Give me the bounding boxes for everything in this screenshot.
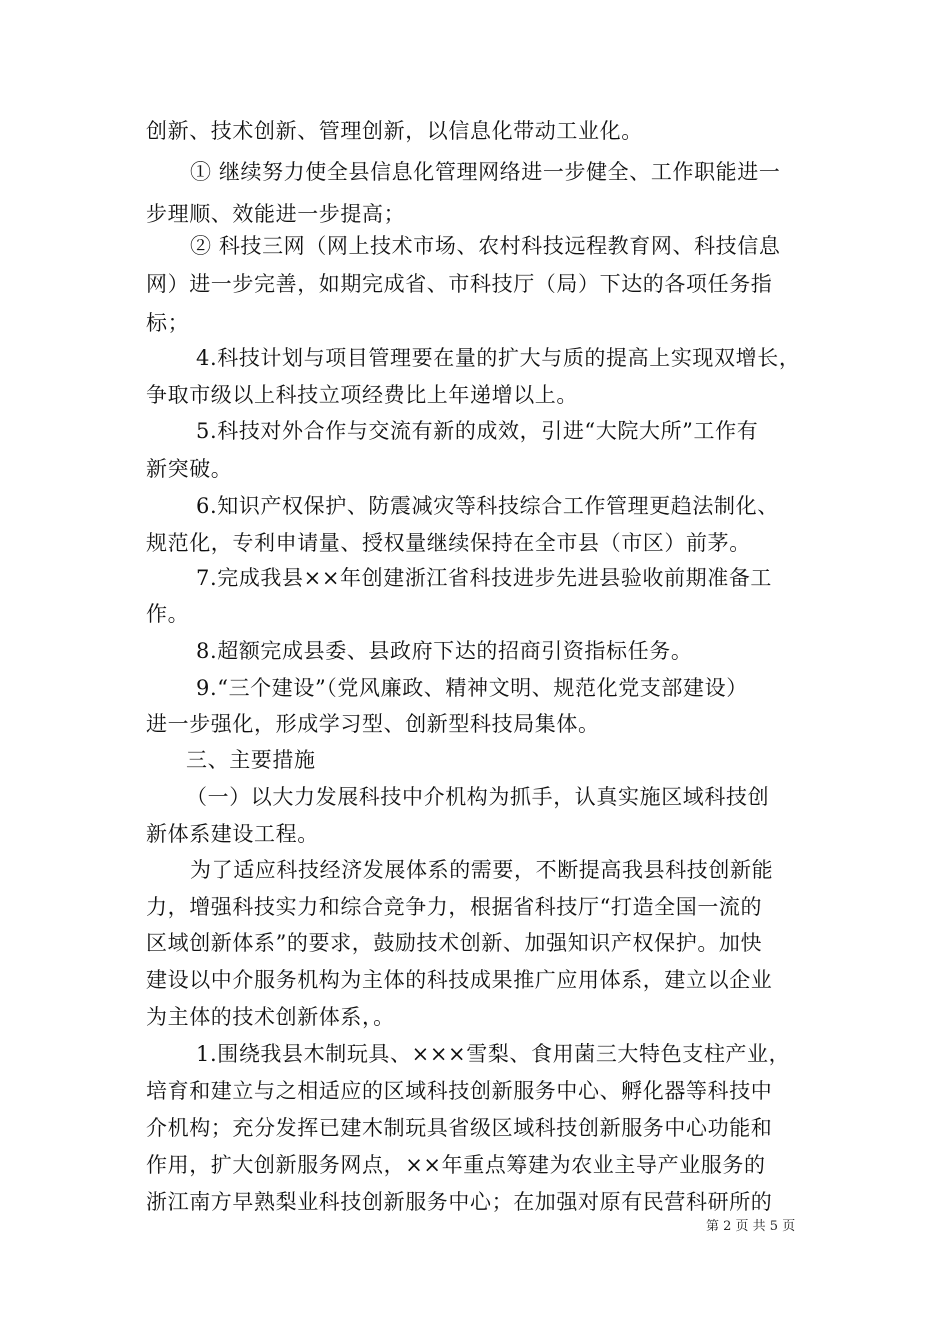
text-line: 介机构；充分发挥已建木制玩具省级区域科技创新服务中心功能和 xyxy=(146,1116,773,1140)
text-line: 作用，扩大创新服务网点，××年重点筹建为农业主导产业服务的 xyxy=(146,1153,766,1177)
text-line: 为了适应科技经济发展体系的需要，不断提高我县科技创新能 xyxy=(190,858,774,882)
text-line: 新体系建设工程。 xyxy=(146,822,319,846)
text-line: 为主体的技术创新体系，。 xyxy=(146,1005,395,1029)
text-line: 创新、技术创新、管理创新，以信息化带动工业化。 xyxy=(146,119,643,143)
section-heading: 三、主要措施 xyxy=(186,748,316,772)
text-line: 8.超额完成县委、县政府下达的招商引资指标任务。 xyxy=(196,639,693,663)
text-line: 争取市级以上科技立项经费比上年递增以上。 xyxy=(146,383,578,407)
text-line: ② 科技三网（网上技术市场、农村科技远程教育网、科技信息 xyxy=(190,234,781,258)
text-line: 进一步强化，形成学习型、创新型科技局集体。 xyxy=(146,712,600,736)
text-line: 力，增强科技实力和综合竞争力，根据省科技厅“打造全国一流的 xyxy=(146,895,763,919)
text-line: 培育和建立与之相适应的区域科技创新服务中心、孵化器等科技中 xyxy=(146,1079,773,1103)
text-line: 标； xyxy=(146,311,190,335)
text-line: 新突破。 xyxy=(146,457,233,481)
text-line: 6.知识产权保护、防震减灾等科技综合工作管理更趋法制化、 xyxy=(196,494,779,518)
text-line: ① 继续努力使全县信息化管理网络进一步健全、工作职能进一 xyxy=(190,160,781,184)
text-line: 步理顺、效能进一步提高； xyxy=(146,202,406,226)
text-line: 浙江南方早熟梨业科技创新服务中心；在加强对原有民营科研所的 xyxy=(146,1190,773,1214)
subsection-heading: （一）以大力发展科技中介机构为抓手，认真实施区域科技创 xyxy=(186,785,770,809)
text-line: 作。 xyxy=(146,602,190,626)
text-line: 1.围绕我县木制玩具、×××雪梨、食用菌三大特色支柱产业， xyxy=(196,1042,791,1066)
text-line: 规范化，专利申请量、授权量继续保持在全市县（市区）前茅。 xyxy=(146,531,751,555)
page-number: 第 2 页 共 5 页 xyxy=(706,1219,796,1234)
text-line: 区域创新体系”的要求，鼓励技术创新、加强知识产权保护。加快 xyxy=(146,931,763,955)
text-line: 4.科技计划与项目管理要在量的扩大与质的提高上实现双增长， xyxy=(196,346,801,370)
text-line: 网）进一步完善，如期完成省、市科技厅（局）下达的各项任务指 xyxy=(146,272,773,296)
text-line: 7.完成我县××年创建浙江省科技进步先进县验收前期准备工 xyxy=(196,566,773,590)
text-line: 建设以中介服务机构为主体的科技成果推广应用体系，建立以企业 xyxy=(146,968,773,992)
text-line: 9.“三个建设”（党风廉政、精神文明、规范化党支部建设） xyxy=(196,676,748,700)
text-line: 5.科技对外合作与交流有新的成效，引进“大院大所”工作有 xyxy=(196,419,759,443)
